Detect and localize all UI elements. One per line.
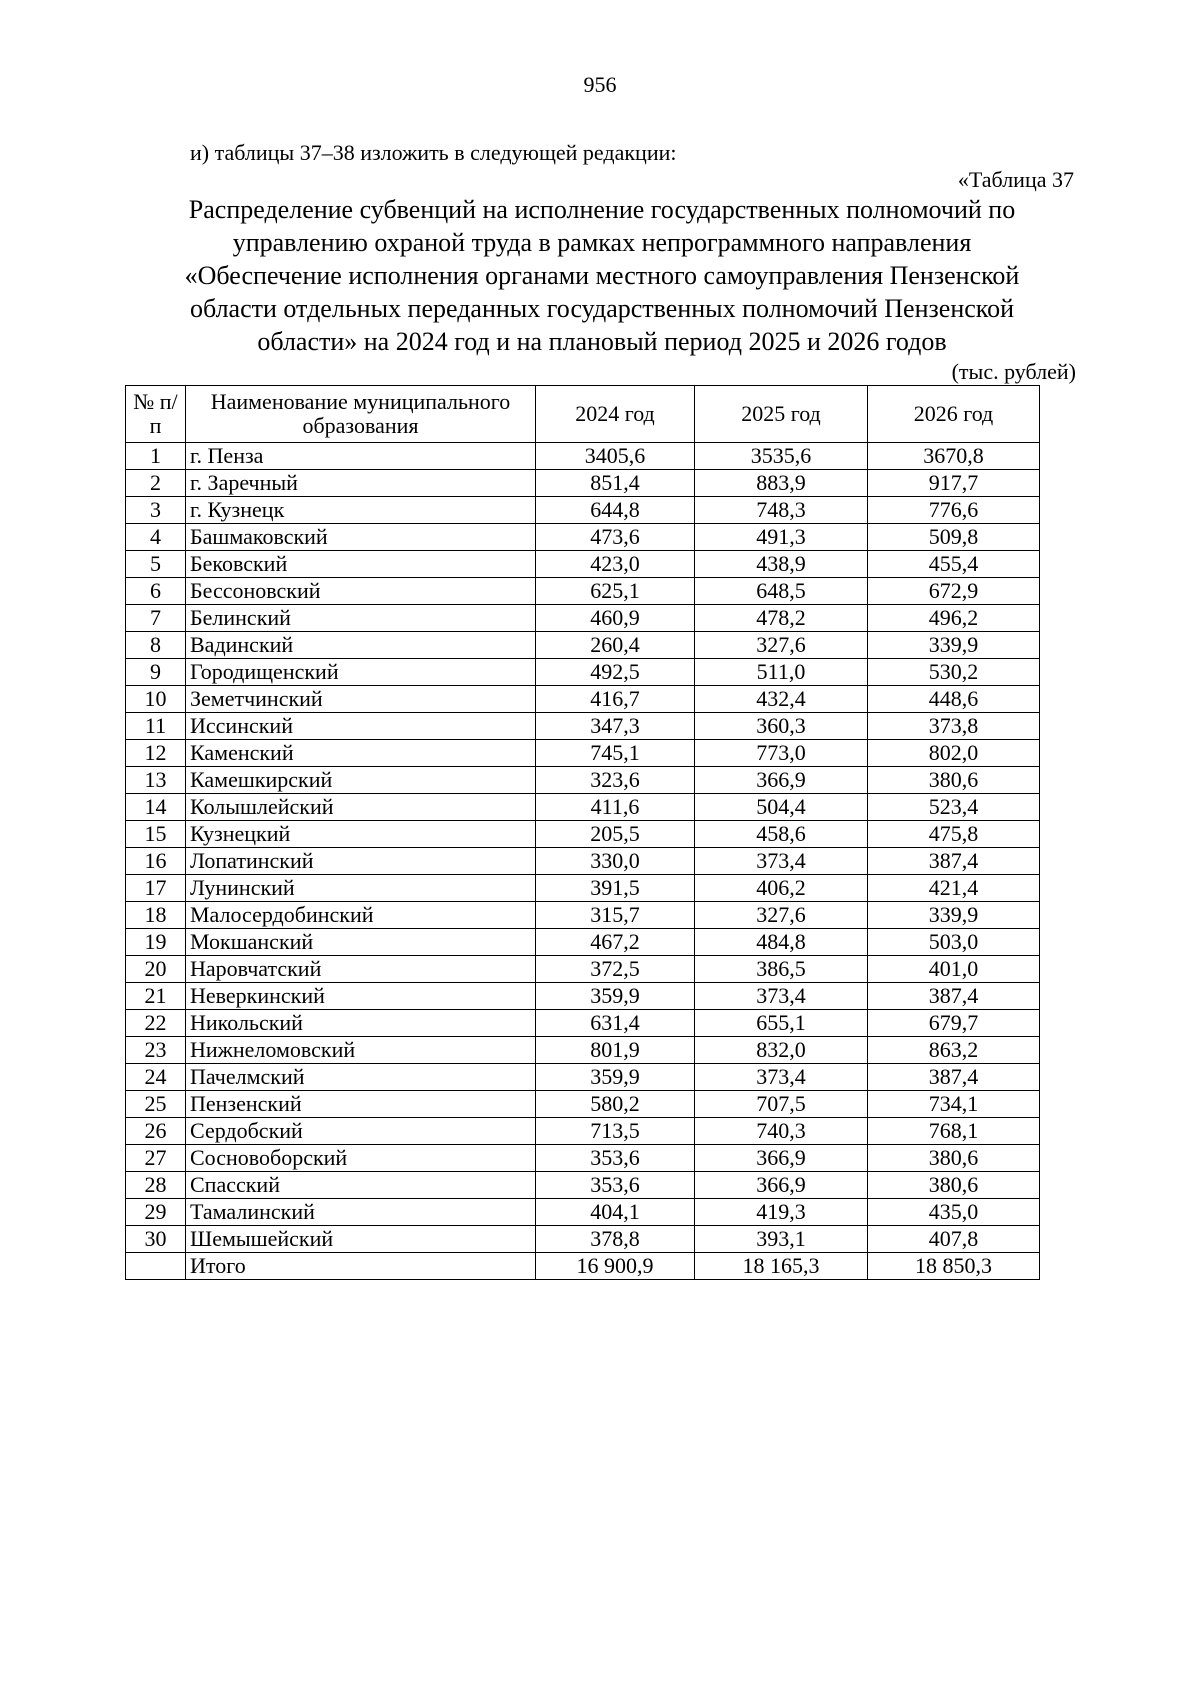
row-num: 5 (126, 551, 186, 578)
table-row (126, 1037, 1040, 1064)
total-2026: 18 850,3 (868, 1253, 1040, 1280)
table-row (126, 686, 1040, 713)
row-value-2026: 455,4 (868, 551, 1040, 578)
row-value-2024: 372,5 (536, 956, 695, 983)
row-value-2026: 373,8 (868, 713, 1040, 740)
row-value-2026: 672,9 (868, 578, 1040, 605)
row-value-2024: 416,7 (536, 686, 695, 713)
row-value-2025: 883,9 (695, 470, 868, 497)
row-value-2025: 707,5 (695, 1091, 868, 1118)
row-value-2025: 484,8 (695, 929, 868, 956)
row-num: 24 (126, 1064, 186, 1091)
row-value-2024: 3405,6 (536, 443, 695, 470)
table-row (126, 929, 1040, 956)
row-value-2024: 359,9 (536, 1064, 695, 1091)
header-name: Наименование муниципального образования (186, 386, 536, 443)
header-2026: 2026 год (868, 386, 1040, 443)
table-row (126, 1091, 1040, 1118)
table-row (126, 713, 1040, 740)
row-num: 3 (126, 497, 186, 524)
table-row (126, 1145, 1040, 1172)
row-value-2025: 511,0 (695, 659, 868, 686)
row-name: Колышлейский (186, 794, 536, 821)
row-value-2024: 260,4 (536, 632, 695, 659)
total-row (126, 1253, 1040, 1280)
row-value-2026: 863,2 (868, 1037, 1040, 1064)
row-value-2024: 492,5 (536, 659, 695, 686)
row-num: 7 (126, 605, 186, 632)
intro-text: и) таблицы 37–38 изложить в следующей редакции: (190, 140, 677, 165)
row-value-2024: 359,9 (536, 983, 695, 1010)
row-value-2026: 448,6 (868, 686, 1040, 713)
header-2024: 2024 год (536, 386, 695, 443)
row-value-2024: 315,7 (536, 902, 695, 929)
row-value-2024: 644,8 (536, 497, 695, 524)
row-num: 10 (126, 686, 186, 713)
row-value-2025: 655,1 (695, 1010, 868, 1037)
row-num: 8 (126, 632, 186, 659)
row-name: Камешкирский (186, 767, 536, 794)
row-num: 20 (126, 956, 186, 983)
row-value-2024: 353,6 (536, 1145, 695, 1172)
row-value-2024: 347,3 (536, 713, 695, 740)
row-value-2024: 460,9 (536, 605, 695, 632)
row-value-2025: 648,5 (695, 578, 868, 605)
row-value-2025: 832,0 (695, 1037, 868, 1064)
row-value-2024: 580,2 (536, 1091, 695, 1118)
row-name: Малосердобинский (186, 902, 536, 929)
row-name: Пензенский (186, 1091, 536, 1118)
row-num: 23 (126, 1037, 186, 1064)
row-value-2024: 323,6 (536, 767, 695, 794)
row-value-2025: 406,2 (695, 875, 868, 902)
row-num: 29 (126, 1199, 186, 1226)
page-number: 956 (583, 72, 617, 97)
table-row (126, 1226, 1040, 1253)
title-line: области отдельных переданных государственных полномочий Пензенской (189, 294, 1014, 323)
row-name: Белинский (186, 605, 536, 632)
table-row (126, 794, 1040, 821)
row-name: Башмаковский (186, 524, 536, 551)
row-value-2025: 366,9 (695, 767, 868, 794)
row-value-2025: 748,3 (695, 497, 868, 524)
table-row (126, 1118, 1040, 1145)
row-value-2025: 504,4 (695, 794, 868, 821)
table-row (126, 578, 1040, 605)
row-num: 16 (126, 848, 186, 875)
table-row (126, 956, 1040, 983)
row-value-2024: 391,5 (536, 875, 695, 902)
title-line: управлению охраной труда в рамках непрограммного направления (232, 228, 972, 257)
row-value-2024: 423,0 (536, 551, 695, 578)
row-name: Лопатинский (186, 848, 536, 875)
table-row (126, 1010, 1040, 1037)
row-name: Наровчатский (186, 956, 536, 983)
row-num: 28 (126, 1172, 186, 1199)
row-name: Бековский (186, 551, 536, 578)
row-name: Никольский (186, 1010, 536, 1037)
row-num: 4 (126, 524, 186, 551)
row-num: 25 (126, 1091, 186, 1118)
total-2024: 16 900,9 (536, 1253, 695, 1280)
row-value-2025: 386,5 (695, 956, 868, 983)
row-value-2026: 421,4 (868, 875, 1040, 902)
table-title (140, 193, 1064, 358)
row-value-2026: 387,4 (868, 848, 1040, 875)
row-value-2025: 393,1 (695, 1226, 868, 1253)
row-value-2025: 327,6 (695, 632, 868, 659)
table-row (126, 443, 1040, 470)
row-value-2024: 851,4 (536, 470, 695, 497)
table-row (126, 470, 1040, 497)
table-row (126, 875, 1040, 902)
row-num: 6 (126, 578, 186, 605)
row-value-2026: 401,0 (868, 956, 1040, 983)
header-2025: 2025 год (695, 386, 868, 443)
row-value-2026: 380,6 (868, 1145, 1040, 1172)
row-num: 12 (126, 740, 186, 767)
row-name: Сердобский (186, 1118, 536, 1145)
table-row (126, 1199, 1040, 1226)
row-value-2026: 496,2 (868, 605, 1040, 632)
row-value-2025: 373,4 (695, 848, 868, 875)
table-row (126, 497, 1040, 524)
row-name: Вадинский (186, 632, 536, 659)
row-num: 21 (126, 983, 186, 1010)
row-name: г. Пенза (186, 443, 536, 470)
row-value-2026: 339,9 (868, 632, 1040, 659)
row-value-2025: 373,4 (695, 1064, 868, 1091)
table-row (126, 605, 1040, 632)
row-name: Пачелмский (186, 1064, 536, 1091)
row-name: Городищенский (186, 659, 536, 686)
row-name: Лунинский (186, 875, 536, 902)
row-num: 30 (126, 1226, 186, 1253)
row-value-2026: 802,0 (868, 740, 1040, 767)
row-num: 27 (126, 1145, 186, 1172)
row-value-2026: 734,1 (868, 1091, 1040, 1118)
row-value-2025: 740,3 (695, 1118, 868, 1145)
row-value-2025: 438,9 (695, 551, 868, 578)
table-row (126, 1064, 1040, 1091)
row-value-2025: 419,3 (695, 1199, 868, 1226)
row-num: 1 (126, 443, 186, 470)
row-value-2025: 773,0 (695, 740, 868, 767)
row-value-2025: 458,6 (695, 821, 868, 848)
row-value-2025: 360,3 (695, 713, 868, 740)
row-value-2024: 411,6 (536, 794, 695, 821)
row-name: Неверкинский (186, 983, 536, 1010)
row-value-2026: 380,6 (868, 1172, 1040, 1199)
row-value-2024: 713,5 (536, 1118, 695, 1145)
row-num: 11 (126, 713, 186, 740)
row-value-2024: 378,8 (536, 1226, 695, 1253)
table-row (126, 848, 1040, 875)
row-num: 9 (126, 659, 186, 686)
total-label: Итого (186, 1253, 536, 1280)
row-value-2026: 387,4 (868, 1064, 1040, 1091)
title-line: «Обеспечение исполнения органами местного самоуправления Пензенской (184, 261, 1020, 290)
row-value-2025: 373,4 (695, 983, 868, 1010)
row-value-2025: 432,4 (695, 686, 868, 713)
row-name: Спасский (186, 1172, 536, 1199)
row-num: 17 (126, 875, 186, 902)
row-value-2026: 380,6 (868, 767, 1040, 794)
row-value-2024: 330,0 (536, 848, 695, 875)
table-row (126, 659, 1040, 686)
row-value-2026: 503,0 (868, 929, 1040, 956)
row-name: Каменский (186, 740, 536, 767)
table-header-row (126, 386, 1040, 443)
row-value-2024: 467,2 (536, 929, 695, 956)
row-name: Иссинский (186, 713, 536, 740)
row-num: 18 (126, 902, 186, 929)
row-name: г. Кузнецк (186, 497, 536, 524)
title-line: области» на 2024 год и на плановый период 2025 и 2026 годов (257, 327, 947, 356)
row-value-2024: 625,1 (536, 578, 695, 605)
table-row (126, 740, 1040, 767)
row-value-2025: 366,9 (695, 1172, 868, 1199)
row-value-2025: 491,3 (695, 524, 868, 551)
row-value-2024: 801,9 (536, 1037, 695, 1064)
row-value-2024: 473,6 (536, 524, 695, 551)
header-num: № п/п (126, 386, 186, 443)
table-row (126, 902, 1040, 929)
row-value-2024: 353,6 (536, 1172, 695, 1199)
table-body (126, 443, 1040, 1253)
row-value-2026: 530,2 (868, 659, 1040, 686)
row-value-2026: 509,8 (868, 524, 1040, 551)
total-2025: 18 165,3 (695, 1253, 868, 1280)
table-row (126, 524, 1040, 551)
table-row (126, 1172, 1040, 1199)
row-num: 2 (126, 470, 186, 497)
table-row (126, 551, 1040, 578)
row-value-2025: 327,6 (695, 902, 868, 929)
row-value-2026: 523,4 (868, 794, 1040, 821)
row-value-2024: 205,5 (536, 821, 695, 848)
row-value-2026: 435,0 (868, 1199, 1040, 1226)
row-value-2024: 631,4 (536, 1010, 695, 1037)
row-name: г. Заречный (186, 470, 536, 497)
row-name: Тамалинский (186, 1199, 536, 1226)
row-value-2026: 339,9 (868, 902, 1040, 929)
row-value-2024: 745,1 (536, 740, 695, 767)
units-label: (тыс. рублей) (951, 359, 1076, 384)
row-value-2026: 917,7 (868, 470, 1040, 497)
table-row (126, 821, 1040, 848)
row-value-2026: 387,4 (868, 983, 1040, 1010)
row-value-2025: 478,2 (695, 605, 868, 632)
table-row (126, 767, 1040, 794)
row-value-2025: 366,9 (695, 1145, 868, 1172)
subvention-table (125, 385, 1040, 1280)
row-value-2026: 3670,8 (868, 443, 1040, 470)
row-value-2026: 679,7 (868, 1010, 1040, 1037)
row-name: Сосновоборский (186, 1145, 536, 1172)
title-line: Распределение субвенций на исполнение государственных полномочий по (188, 195, 1016, 224)
row-name: Бессоновский (186, 578, 536, 605)
table-label: «Таблица 37 (957, 167, 1074, 192)
row-num: 14 (126, 794, 186, 821)
row-value-2026: 776,6 (868, 497, 1040, 524)
row-name: Мокшанский (186, 929, 536, 956)
row-name: Нижнеломовский (186, 1037, 536, 1064)
row-value-2024: 404,1 (536, 1199, 695, 1226)
table-row (126, 983, 1040, 1010)
row-value-2026: 407,8 (868, 1226, 1040, 1253)
row-num: 26 (126, 1118, 186, 1145)
row-num: 19 (126, 929, 186, 956)
table-row (126, 632, 1040, 659)
row-value-2025: 3535,6 (695, 443, 868, 470)
row-name: Шемышейский (186, 1226, 536, 1253)
row-num: 13 (126, 767, 186, 794)
row-name: Кузнецкий (186, 821, 536, 848)
total-num (126, 1253, 186, 1280)
row-value-2026: 768,1 (868, 1118, 1040, 1145)
row-name: Земетчинский (186, 686, 536, 713)
row-num: 22 (126, 1010, 186, 1037)
row-num: 15 (126, 821, 186, 848)
row-value-2026: 475,8 (868, 821, 1040, 848)
